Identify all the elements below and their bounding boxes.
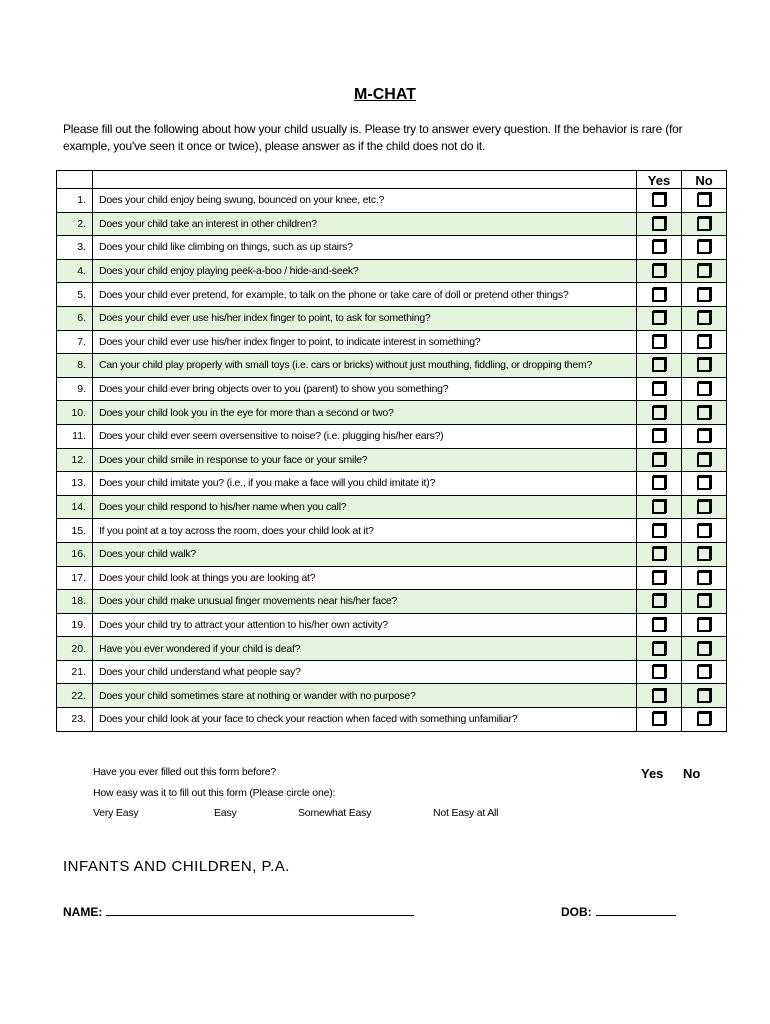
table-row — [57, 448, 727, 472]
company-name: INFANTS AND CHILDREN, P.A. — [63, 858, 290, 875]
yes-cell — [637, 637, 682, 661]
yes-checkbox[interactable] — [652, 712, 666, 726]
no-cell — [682, 684, 727, 708]
yes-checkbox[interactable] — [652, 429, 666, 443]
no-checkbox[interactable] — [697, 500, 711, 514]
no-checkbox[interactable] — [697, 712, 711, 726]
no-cell — [682, 495, 727, 519]
no-cell — [682, 354, 727, 378]
table-row — [57, 542, 727, 566]
question-text: Does your child ever use his/her index finger to point, to indicate interest in something? — [93, 330, 637, 354]
no-checkbox[interactable] — [697, 476, 711, 490]
yes-cell — [637, 448, 682, 472]
no-checkbox[interactable] — [697, 288, 711, 302]
question-number: 8. — [57, 354, 93, 378]
yes-checkbox[interactable] — [652, 240, 666, 254]
table-row — [57, 401, 727, 425]
no-cell — [682, 212, 727, 236]
yes-cell — [637, 401, 682, 425]
question-number: 2. — [57, 212, 93, 236]
table-row — [57, 708, 727, 732]
table-row — [57, 236, 727, 260]
yes-cell — [637, 472, 682, 496]
yes-checkbox[interactable] — [652, 264, 666, 278]
yes-checkbox[interactable] — [652, 335, 666, 349]
questions-table — [56, 170, 727, 732]
table-row — [57, 283, 727, 307]
ease-option-somewhat-easy[interactable]: Somewhat Easy — [298, 807, 372, 819]
yes-cell — [637, 613, 682, 637]
ease-option-very-easy[interactable]: Very Easy — [93, 807, 139, 819]
question-number: 14. — [57, 495, 93, 519]
no-checkbox[interactable] — [697, 642, 711, 656]
no-checkbox[interactable] — [697, 382, 711, 396]
question-number: 23. — [57, 708, 93, 732]
question-number: 21. — [57, 660, 93, 684]
filled-before-no[interactable]: No — [683, 766, 701, 781]
no-checkbox[interactable] — [697, 217, 711, 231]
question-text: Does your child ever bring objects over to you (parent) to show you something? — [93, 377, 637, 401]
question-text: Have you ever wondered if your child is deaf? — [93, 637, 637, 661]
table-row — [57, 684, 727, 708]
question-text: Does your child take an interest in other children? — [93, 212, 637, 236]
question-text: Does your child look you in the eye for more than a second or two? — [93, 401, 637, 425]
ease-question: How easy was it to fill out this form (Please circle one): — [93, 787, 336, 799]
question-number: 1. — [57, 189, 93, 213]
yes-cell — [637, 590, 682, 614]
question-text: Does your child respond to his/her name when you call? — [93, 495, 637, 519]
form-title: M-CHAT — [354, 86, 416, 103]
question-number: 15. — [57, 519, 93, 543]
question-text: Does your child walk? — [93, 542, 637, 566]
yes-cell — [637, 259, 682, 283]
no-checkbox[interactable] — [697, 429, 711, 443]
yes-checkbox[interactable] — [652, 358, 666, 372]
table-row — [57, 189, 727, 213]
question-text: Does your child make unusual finger movements near his/her face? — [93, 590, 637, 614]
no-cell — [682, 377, 727, 401]
question-text: Does your child smile in response to your face or your smile? — [93, 448, 637, 472]
yes-checkbox[interactable] — [652, 193, 666, 207]
yes-cell — [637, 495, 682, 519]
no-header: No — [682, 171, 727, 189]
yes-checkbox[interactable] — [652, 406, 666, 420]
question-number: 4. — [57, 259, 93, 283]
question-number: 19. — [57, 613, 93, 637]
table-row — [57, 424, 727, 448]
yes-cell — [637, 212, 682, 236]
question-text: Does your child enjoy being swung, bounced on your knee, etc.? — [93, 189, 637, 213]
no-cell — [682, 637, 727, 661]
question-text: Does your child ever seem oversensitive to noise? (i.e. plugging his/her ears?) — [93, 424, 637, 448]
yes-checkbox[interactable] — [652, 524, 666, 538]
yes-checkbox[interactable] — [652, 382, 666, 396]
no-cell — [682, 306, 727, 330]
question-text: Does your child look at things you are looking at? — [93, 566, 637, 590]
question-text: Does your child try to attract your attention to his/her own activity? — [93, 613, 637, 637]
table-row — [57, 519, 727, 543]
table-row — [57, 566, 727, 590]
yes-checkbox[interactable] — [652, 571, 666, 585]
ease-option-easy[interactable]: Easy — [214, 807, 237, 819]
no-checkbox[interactable] — [697, 358, 711, 372]
yes-checkbox[interactable] — [652, 665, 666, 679]
question-number: 12. — [57, 448, 93, 472]
yes-checkbox[interactable] — [652, 500, 666, 514]
question-number: 7. — [57, 330, 93, 354]
question-text: Does your child imitate you? (i.e., if you make a face will you child imitate it)? — [93, 472, 637, 496]
yes-cell — [637, 306, 682, 330]
table-row — [57, 613, 727, 637]
no-checkbox[interactable] — [697, 264, 711, 278]
no-checkbox[interactable] — [697, 453, 711, 467]
question-text: If you point at a toy across the room, does your child look at it? — [93, 519, 637, 543]
table-row — [57, 495, 727, 519]
no-cell — [682, 613, 727, 637]
table-row — [57, 354, 727, 378]
yes-cell — [637, 189, 682, 213]
no-checkbox[interactable] — [697, 689, 711, 703]
no-checkbox[interactable] — [697, 335, 711, 349]
yes-cell — [637, 542, 682, 566]
no-checkbox[interactable] — [697, 547, 711, 561]
no-cell — [682, 448, 727, 472]
no-checkbox[interactable] — [697, 193, 711, 207]
filled-before-question: Have you ever filled out this form before? — [93, 766, 277, 778]
no-checkbox[interactable] — [697, 311, 711, 325]
question-number: 9. — [57, 377, 93, 401]
yes-checkbox[interactable] — [652, 547, 666, 561]
no-checkbox[interactable] — [697, 571, 711, 585]
yes-cell — [637, 354, 682, 378]
no-cell — [682, 472, 727, 496]
header-blank — [93, 171, 637, 189]
header-blank — [57, 171, 93, 189]
table-row — [57, 590, 727, 614]
yes-cell — [637, 660, 682, 684]
yes-checkbox[interactable] — [652, 642, 666, 656]
yes-checkbox[interactable] — [652, 311, 666, 325]
yes-checkbox[interactable] — [652, 476, 666, 490]
question-number: 11. — [57, 424, 93, 448]
question-text: Can your child play properly with small toys (i.e. cars or bricks) without just mouthing, fiddling, or dropping them? — [93, 354, 637, 378]
yes-cell — [637, 708, 682, 732]
question-number: 17. — [57, 566, 93, 590]
no-checkbox[interactable] — [697, 406, 711, 420]
no-checkbox[interactable] — [697, 594, 711, 608]
question-text: Does your child sometimes stare at nothing or wander with no purpose? — [93, 684, 637, 708]
dob-label: DOB: — [561, 905, 592, 919]
question-text: Does your child ever use his/her index finger to point, to ask for something? — [93, 306, 637, 330]
no-cell — [682, 283, 727, 307]
yes-checkbox[interactable] — [652, 594, 666, 608]
no-cell — [682, 401, 727, 425]
table-row — [57, 637, 727, 661]
no-cell — [682, 236, 727, 260]
question-number: 16. — [57, 542, 93, 566]
question-number: 5. — [57, 283, 93, 307]
dob-field[interactable] — [561, 903, 676, 919]
no-cell — [682, 189, 727, 213]
no-cell — [682, 566, 727, 590]
yes-header: Yes — [637, 171, 682, 189]
question-number: 22. — [57, 684, 93, 708]
no-cell — [682, 519, 727, 543]
question-text: Does your child understand what people say? — [93, 660, 637, 684]
question-number: 10. — [57, 401, 93, 425]
table-row — [57, 472, 727, 496]
no-cell — [682, 424, 727, 448]
no-checkbox[interactable] — [697, 524, 711, 538]
no-checkbox[interactable] — [697, 618, 711, 632]
yes-checkbox[interactable] — [652, 689, 666, 703]
yes-checkbox[interactable] — [652, 453, 666, 467]
question-number: 13. — [57, 472, 93, 496]
no-cell — [682, 660, 727, 684]
name-line[interactable] — [106, 903, 414, 916]
table-row — [57, 306, 727, 330]
no-cell — [682, 542, 727, 566]
yes-checkbox[interactable] — [652, 288, 666, 302]
yes-cell — [637, 424, 682, 448]
yes-cell — [637, 519, 682, 543]
no-cell — [682, 590, 727, 614]
yes-cell — [637, 566, 682, 590]
question-number: 20. — [57, 637, 93, 661]
yes-cell — [637, 283, 682, 307]
question-text: Does your child ever pretend, for example, to talk on the phone or take care of doll or pretend other things? — [93, 283, 637, 307]
question-number: 6. — [57, 306, 93, 330]
question-number: 18. — [57, 590, 93, 614]
name-label: NAME: — [63, 905, 103, 919]
table-row — [57, 212, 727, 236]
yes-cell — [637, 236, 682, 260]
no-checkbox[interactable] — [697, 665, 711, 679]
question-text: Does your child like climbing on things, such as up stairs? — [93, 236, 637, 260]
ease-option-not-easy[interactable]: Not Easy at All — [433, 807, 499, 819]
filled-before-yes[interactable]: Yes — [641, 766, 664, 781]
no-cell — [682, 708, 727, 732]
yes-checkbox[interactable] — [652, 618, 666, 632]
table-row — [57, 660, 727, 684]
yes-cell — [637, 684, 682, 708]
no-cell — [682, 330, 727, 354]
question-text: Does your child look at your face to check your reaction when faced with something unfamiliar? — [93, 708, 637, 732]
name-field[interactable] — [63, 903, 414, 919]
table-row — [57, 330, 727, 354]
table-row — [57, 377, 727, 401]
no-cell — [682, 259, 727, 283]
yes-cell — [637, 330, 682, 354]
yes-checkbox[interactable] — [652, 217, 666, 231]
yes-cell — [637, 377, 682, 401]
no-checkbox[interactable] — [697, 240, 711, 254]
table-row — [57, 259, 727, 283]
question-number: 3. — [57, 236, 93, 260]
instructions: Please fill out the following about how your child usually is. Please try to answer every question. If the behavior is rare (for example, you've seen it once or twice), please answer as if the child does not do it. — [63, 122, 683, 153]
table-header-row — [57, 171, 727, 189]
question-text: Does your child enjoy playing peek-a-boo / hide-and-seek? — [93, 259, 637, 283]
dob-line[interactable] — [596, 903, 676, 916]
